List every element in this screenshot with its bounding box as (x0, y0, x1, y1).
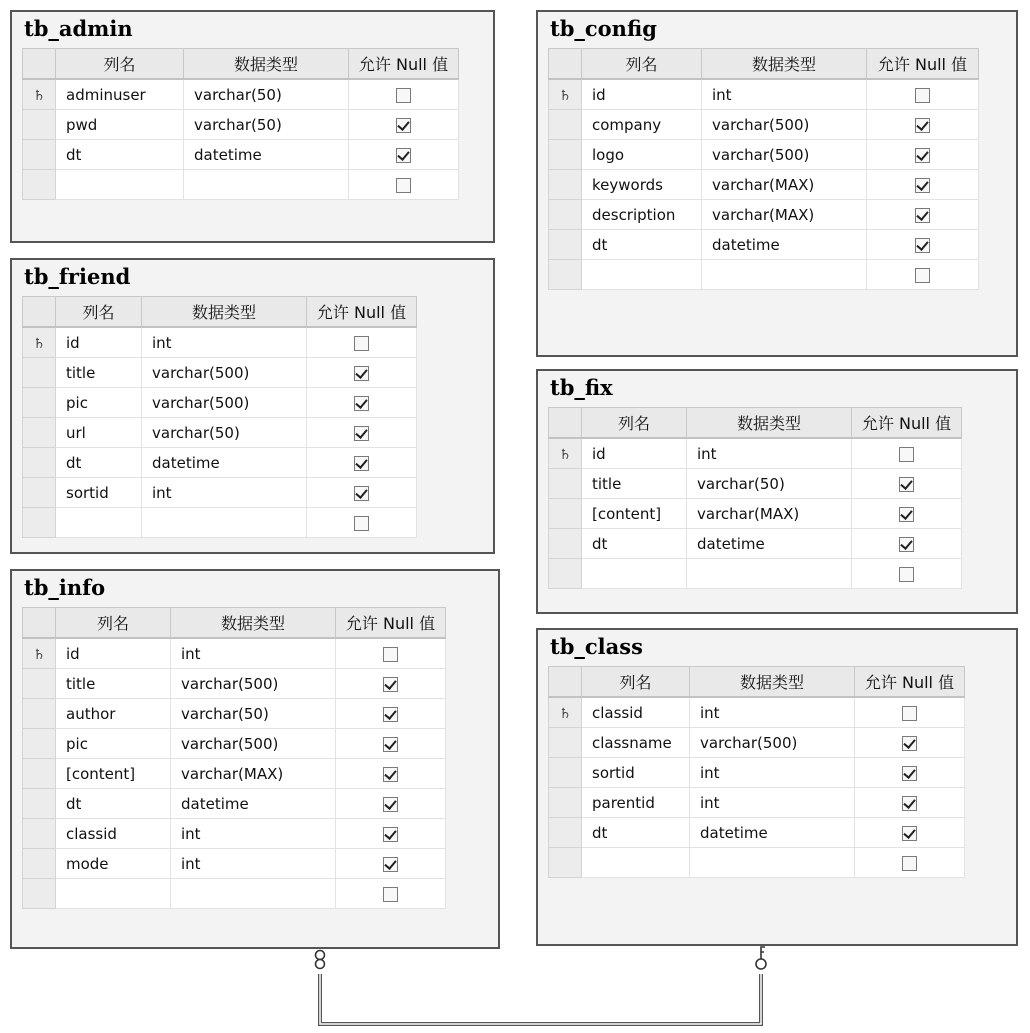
row-selector-header (23, 297, 56, 328)
row-selector[interactable] (549, 438, 582, 469)
table-row[interactable] (549, 697, 965, 728)
allow-null-cell (336, 729, 446, 759)
data-type-cell[interactable]: varchar(50) (184, 110, 349, 140)
allow-null-cell (336, 789, 446, 819)
allow-null-checkbox[interactable] (915, 148, 930, 163)
table-row[interactable] (23, 699, 446, 729)
data-type-cell[interactable]: varchar(MAX) (702, 200, 867, 230)
table-row[interactable] (23, 759, 446, 789)
key-icon: ♄ (32, 335, 46, 352)
allow-null-cell (349, 140, 459, 170)
table-row[interactable] (549, 140, 979, 170)
data-type-cell[interactable]: datetime (690, 818, 855, 848)
infinity-icon (316, 951, 325, 969)
row-selector[interactable] (23, 388, 56, 418)
allow-null-checkbox[interactable] (383, 857, 398, 872)
table-row[interactable] (23, 669, 446, 699)
table-title: tb_info (24, 575, 106, 600)
table-row[interactable] (549, 200, 979, 230)
allow-null-cell (867, 79, 979, 110)
allow-null-cell (336, 669, 446, 699)
column-grid (548, 407, 962, 589)
column-name-cell[interactable]: [content] (56, 759, 171, 789)
allow-null-cell (855, 848, 965, 878)
row-selector-header (23, 608, 56, 639)
data-type-cell[interactable]: datetime (142, 448, 307, 478)
column-name-cell[interactable]: id (56, 638, 171, 669)
row-selector[interactable] (549, 110, 582, 140)
data-type-header: 数据类型 (687, 408, 852, 439)
allow-null-cell (336, 638, 446, 669)
data-type-cell[interactable]: int (171, 849, 336, 879)
column-grid (548, 48, 979, 290)
allow-null-cell (307, 418, 417, 448)
row-selector[interactable] (23, 508, 56, 538)
allow-null-cell (307, 327, 417, 358)
allow-null-checkbox[interactable] (354, 516, 369, 531)
data-type-cell[interactable]: datetime (687, 529, 852, 559)
allow-null-cell (307, 478, 417, 508)
table-title: tb_class (550, 634, 643, 659)
column-grid (22, 607, 446, 909)
allow-null-checkbox[interactable] (899, 477, 914, 492)
column-name-header: 列名 (56, 608, 171, 639)
table-row[interactable] (549, 79, 979, 110)
data-type-cell[interactable] (184, 170, 349, 200)
data-type-cell[interactable] (142, 508, 307, 538)
data-type-cell[interactable]: int (702, 79, 867, 110)
allow-null-checkbox[interactable] (396, 88, 411, 103)
allow-null-header: 允许 Null 值 (855, 667, 965, 698)
row-selector[interactable] (23, 669, 56, 699)
data-type-cell[interactable]: varchar(MAX) (171, 759, 336, 789)
row-selector[interactable] (549, 230, 582, 260)
table-row[interactable] (549, 230, 979, 260)
row-selector[interactable] (23, 79, 56, 110)
column-name-header: 列名 (56, 297, 142, 328)
key-icon: ♄ (558, 705, 572, 722)
column-name-cell[interactable]: company (582, 110, 702, 140)
row-selector[interactable] (23, 110, 56, 140)
table-row[interactable] (23, 729, 446, 759)
allow-null-checkbox[interactable] (915, 118, 930, 133)
allow-null-checkbox[interactable] (383, 737, 398, 752)
row-selector[interactable] (549, 728, 582, 758)
allow-null-checkbox[interactable] (915, 88, 930, 103)
allow-null-checkbox[interactable] (354, 486, 369, 501)
data-type-header: 数据类型 (184, 49, 349, 80)
table-row[interactable] (23, 358, 417, 388)
table-row[interactable] (23, 79, 459, 110)
allow-null-cell (852, 499, 962, 529)
allow-null-cell (336, 879, 446, 909)
table-row[interactable] (23, 140, 459, 170)
allow-null-checkbox[interactable] (396, 118, 411, 133)
column-name-cell[interactable]: dt (582, 230, 702, 260)
row-selector[interactable] (549, 697, 582, 728)
allow-null-checkbox[interactable] (383, 707, 398, 722)
row-selector[interactable] (23, 170, 56, 200)
table-row[interactable] (549, 110, 979, 140)
allow-null-cell (852, 438, 962, 469)
row-selector[interactable] (23, 418, 56, 448)
allow-null-checkbox[interactable] (354, 456, 369, 471)
row-selector[interactable] (23, 478, 56, 508)
allow-null-checkbox[interactable] (915, 238, 930, 253)
allow-null-cell (307, 388, 417, 418)
row-selector[interactable] (23, 759, 56, 789)
data-type-cell[interactable]: int (171, 819, 336, 849)
allow-null-checkbox[interactable] (383, 827, 398, 842)
column-name-header: 列名 (56, 49, 184, 80)
row-selector[interactable] (549, 818, 582, 848)
column-name-cell[interactable]: pic (56, 388, 142, 418)
row-selector[interactable] (23, 638, 56, 669)
allow-null-cell (307, 508, 417, 538)
table-row[interactable] (23, 819, 446, 849)
row-selector[interactable] (549, 788, 582, 818)
row-selector[interactable] (23, 849, 56, 879)
column-name-cell[interactable]: classid (582, 697, 690, 728)
allow-null-header: 允许 Null 值 (852, 408, 962, 439)
key-icon: ♄ (32, 87, 46, 104)
data-type-cell[interactable]: varchar(MAX) (687, 499, 852, 529)
data-type-cell[interactable]: varchar(500) (142, 358, 307, 388)
row-selector[interactable] (549, 758, 582, 788)
allow-null-cell (336, 819, 446, 849)
column-name-cell[interactable]: adminuser (56, 79, 184, 110)
data-type-cell[interactable]: varchar(500) (690, 728, 855, 758)
allow-null-cell (336, 699, 446, 729)
allow-null-checkbox[interactable] (902, 706, 917, 721)
allow-null-checkbox[interactable] (354, 426, 369, 441)
table-tb-class[interactable] (536, 628, 1018, 946)
allow-null-checkbox[interactable] (899, 507, 914, 522)
data-type-cell[interactable]: varchar(500) (702, 110, 867, 140)
data-type-cell[interactable]: varchar(50) (142, 418, 307, 448)
allow-null-cell (336, 759, 446, 789)
table-title: tb_friend (24, 264, 131, 289)
data-type-cell[interactable]: varchar(MAX) (702, 170, 867, 200)
table-row[interactable] (23, 110, 459, 140)
allow-null-cell (867, 140, 979, 170)
row-selector-header (23, 49, 56, 80)
data-type-cell[interactable]: varchar(50) (184, 79, 349, 110)
allow-null-checkbox[interactable] (915, 208, 930, 223)
column-name-cell[interactable] (56, 508, 142, 538)
row-selector[interactable] (549, 170, 582, 200)
data-type-cell[interactable]: int (687, 438, 852, 469)
table-title: tb_admin (24, 16, 133, 41)
row-selector[interactable] (549, 529, 582, 559)
allow-null-cell (867, 110, 979, 140)
key-icon: ♄ (32, 646, 46, 663)
allow-null-header: 允许 Null 值 (867, 49, 979, 80)
table-row[interactable] (23, 448, 417, 478)
allow-null-cell (867, 170, 979, 200)
column-name-cell[interactable]: classid (56, 819, 171, 849)
allow-null-checkbox[interactable] (383, 677, 398, 692)
allow-null-checkbox[interactable] (396, 178, 411, 193)
data-type-cell[interactable]: datetime (171, 789, 336, 819)
data-type-cell[interactable] (171, 879, 336, 909)
row-selector[interactable] (23, 819, 56, 849)
allow-null-checkbox[interactable] (899, 447, 914, 462)
row-selector-header (549, 667, 582, 698)
column-name-cell[interactable]: logo (582, 140, 702, 170)
column-name-header: 列名 (582, 667, 690, 698)
table-row[interactable] (549, 559, 962, 589)
allow-null-checkbox[interactable] (383, 647, 398, 662)
table-title: tb_config (550, 16, 657, 41)
column-name-cell[interactable]: dt (582, 818, 690, 848)
allow-null-header: 允许 Null 值 (336, 608, 446, 639)
column-name-cell[interactable]: dt (56, 140, 184, 170)
row-selector[interactable] (23, 699, 56, 729)
relationship-line[interactable] (300, 944, 780, 1030)
data-type-cell[interactable]: varchar(500) (142, 388, 307, 418)
data-type-header: 数据类型 (171, 608, 336, 639)
table-row[interactable] (23, 638, 446, 669)
allow-null-checkbox[interactable] (383, 767, 398, 782)
allow-null-checkbox[interactable] (902, 796, 917, 811)
column-name-cell[interactable] (56, 170, 184, 200)
table-row[interactable] (23, 388, 417, 418)
data-type-cell[interactable] (690, 848, 855, 878)
column-name-header: 列名 (582, 49, 702, 80)
allow-null-checkbox[interactable] (354, 366, 369, 381)
allow-null-checkbox[interactable] (383, 887, 398, 902)
column-name-cell[interactable]: dt (56, 448, 142, 478)
column-name-cell[interactable] (582, 559, 687, 589)
column-name-cell[interactable] (582, 260, 702, 290)
table-row[interactable] (549, 758, 965, 788)
table-tb-admin[interactable] (10, 10, 495, 243)
column-grid (22, 48, 459, 200)
column-name-cell[interactable]: dt (56, 789, 171, 819)
table-tb-info[interactable] (10, 569, 500, 949)
data-type-cell[interactable]: datetime (702, 230, 867, 260)
column-name-cell[interactable]: pwd (56, 110, 184, 140)
allow-null-checkbox[interactable] (915, 178, 930, 193)
row-selector[interactable] (549, 200, 582, 230)
column-name-cell[interactable]: dt (582, 529, 687, 559)
allow-null-checkbox[interactable] (899, 537, 914, 552)
row-selector[interactable] (549, 499, 582, 529)
row-selector[interactable] (23, 789, 56, 819)
key-icon: ♄ (558, 446, 572, 463)
data-type-header: 数据类型 (690, 667, 855, 698)
column-name-cell[interactable]: parentid (582, 788, 690, 818)
table-row[interactable] (549, 818, 965, 848)
allow-null-checkbox[interactable] (396, 148, 411, 163)
row-selector[interactable] (23, 358, 56, 388)
table-row[interactable] (549, 260, 979, 290)
data-type-cell[interactable]: int (142, 327, 307, 358)
data-type-cell[interactable]: int (690, 788, 855, 818)
row-selector[interactable] (23, 879, 56, 909)
column-name-cell[interactable]: description (582, 200, 702, 230)
column-grid (22, 296, 417, 538)
table-row[interactable] (549, 529, 962, 559)
allow-null-cell (852, 529, 962, 559)
table-row[interactable] (549, 469, 962, 499)
key-icon (756, 947, 766, 969)
allow-null-cell (349, 170, 459, 200)
allow-null-checkbox[interactable] (902, 736, 917, 751)
allow-null-checkbox[interactable] (383, 797, 398, 812)
data-type-cell[interactable] (702, 260, 867, 290)
allow-null-checkbox[interactable] (915, 268, 930, 283)
column-name-cell[interactable]: id (582, 438, 687, 469)
table-row[interactable] (23, 508, 417, 538)
column-name-cell[interactable]: pic (56, 729, 171, 759)
row-selector[interactable] (549, 848, 582, 878)
table-row[interactable] (23, 789, 446, 819)
row-selector[interactable] (549, 79, 582, 110)
allow-null-header: 允许 Null 值 (349, 49, 459, 80)
allow-null-header: 允许 Null 值 (307, 297, 417, 328)
column-name-cell[interactable]: id (582, 79, 702, 110)
row-selector[interactable] (549, 559, 582, 589)
row-selector[interactable] (549, 469, 582, 499)
allow-null-cell (855, 818, 965, 848)
row-selector[interactable] (549, 260, 582, 290)
data-type-cell[interactable] (687, 559, 852, 589)
table-row[interactable] (549, 499, 962, 529)
data-type-header: 数据类型 (702, 49, 867, 80)
allow-null-cell (867, 260, 979, 290)
row-selector-header (549, 408, 582, 439)
column-name-cell[interactable]: author (56, 699, 171, 729)
allow-null-checkbox[interactable] (354, 336, 369, 351)
table-tb-fix[interactable] (536, 369, 1018, 614)
data-type-cell[interactable]: datetime (184, 140, 349, 170)
column-name-cell[interactable]: mode (56, 849, 171, 879)
data-type-cell[interactable]: varchar(500) (171, 729, 336, 759)
allow-null-cell (867, 230, 979, 260)
allow-null-checkbox[interactable] (899, 567, 914, 582)
data-type-cell[interactable]: varchar(500) (702, 140, 867, 170)
column-grid (548, 666, 965, 878)
data-type-cell[interactable]: varchar(50) (171, 699, 336, 729)
data-type-header: 数据类型 (142, 297, 307, 328)
allow-null-cell (307, 358, 417, 388)
table-row[interactable] (549, 438, 962, 469)
allow-null-checkbox[interactable] (902, 826, 917, 841)
allow-null-cell (855, 728, 965, 758)
key-icon: ♄ (558, 87, 572, 104)
table-row[interactable] (549, 170, 979, 200)
allow-null-cell (867, 200, 979, 230)
allow-null-checkbox[interactable] (354, 396, 369, 411)
table-row[interactable] (23, 418, 417, 448)
data-type-cell[interactable]: int (142, 478, 307, 508)
column-name-cell[interactable] (56, 879, 171, 909)
table-row[interactable] (23, 478, 417, 508)
row-selector-header (549, 49, 582, 80)
column-name-cell[interactable]: sortid (582, 758, 690, 788)
table-row[interactable] (23, 849, 446, 879)
table-row[interactable] (23, 879, 446, 909)
table-tb-friend[interactable] (10, 258, 495, 554)
table-title: tb_fix (550, 375, 613, 400)
column-name-cell[interactable]: id (56, 327, 142, 358)
data-type-cell[interactable]: varchar(500) (171, 669, 336, 699)
row-selector[interactable] (23, 327, 56, 358)
data-type-cell[interactable]: int (690, 758, 855, 788)
allow-null-cell (307, 448, 417, 478)
allow-null-cell (336, 849, 446, 879)
row-selector[interactable] (23, 140, 56, 170)
column-name-cell[interactable]: title (56, 669, 171, 699)
data-type-cell[interactable]: int (690, 697, 855, 728)
row-selector[interactable] (23, 729, 56, 759)
column-name-cell[interactable]: title (56, 358, 142, 388)
column-name-cell[interactable]: keywords (582, 170, 702, 200)
allow-null-cell (855, 697, 965, 728)
table-row[interactable] (549, 788, 965, 818)
allow-null-checkbox[interactable] (902, 766, 917, 781)
column-name-cell[interactable]: title (582, 469, 687, 499)
allow-null-cell (349, 110, 459, 140)
allow-null-cell (852, 559, 962, 589)
table-tb-config[interactable] (536, 10, 1018, 357)
data-type-cell[interactable]: varchar(50) (687, 469, 852, 499)
allow-null-cell (855, 758, 965, 788)
row-selector[interactable] (549, 140, 582, 170)
table-row[interactable] (23, 327, 417, 358)
table-row[interactable] (549, 728, 965, 758)
allow-null-cell (349, 79, 459, 110)
row-selector[interactable] (23, 448, 56, 478)
column-name-cell[interactable]: classname (582, 728, 690, 758)
table-row[interactable] (23, 170, 459, 200)
allow-null-cell (852, 469, 962, 499)
allow-null-cell (855, 788, 965, 818)
column-name-cell[interactable]: [content] (582, 499, 687, 529)
column-name-header: 列名 (582, 408, 687, 439)
data-type-cell[interactable]: int (171, 638, 336, 669)
column-name-cell[interactable] (582, 848, 690, 878)
allow-null-checkbox[interactable] (902, 856, 917, 871)
column-name-cell[interactable]: sortid (56, 478, 142, 508)
column-name-cell[interactable]: url (56, 418, 142, 448)
table-row[interactable] (549, 848, 965, 878)
